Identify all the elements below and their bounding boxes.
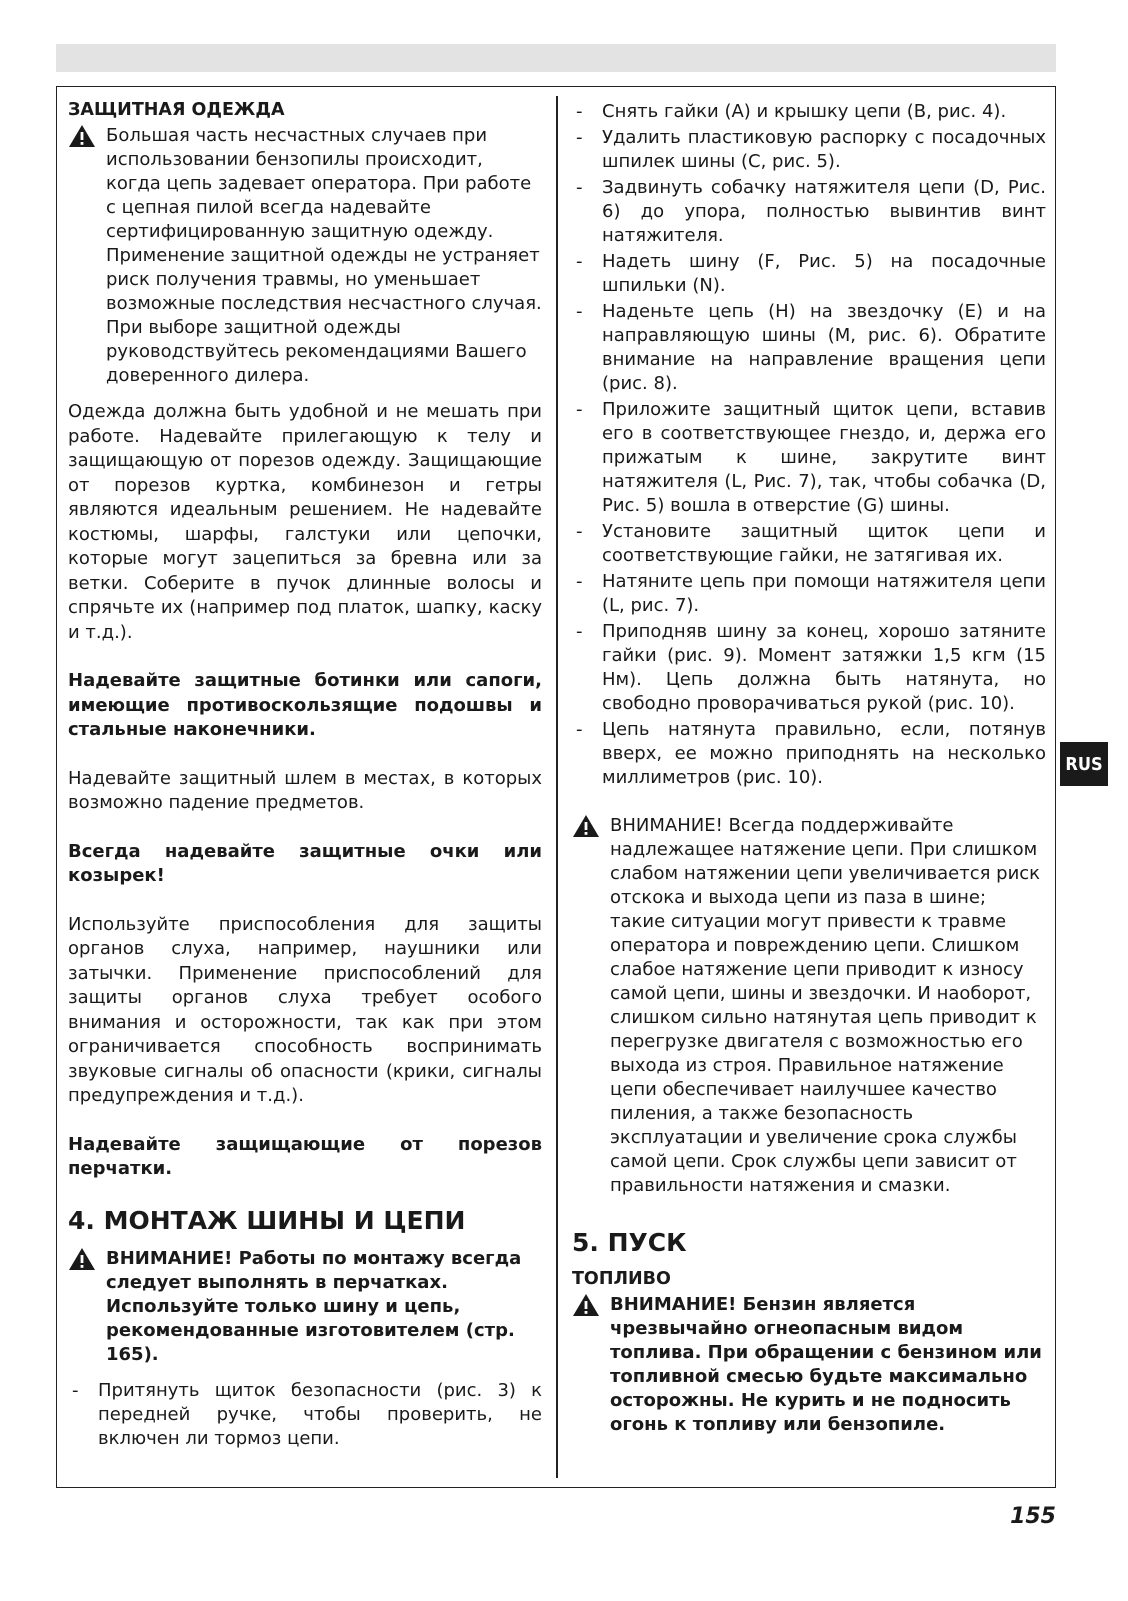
- list-item: - Наденьте цепь (H) на звездочку (E) и на направляющую шины (M, рис. 6). Обратите внимание на направление вращения цепи (рис. 8).: [572, 300, 1046, 396]
- helmet-paragraph: Надевайте защитный шлем в местах, в которых возможно падение предметов.: [68, 767, 542, 813]
- fuel-subheading: ТОПЛИВО: [572, 1269, 671, 1289]
- list-item: - Приложите защитный щиток цепи, вставив его в соответствующее гнездо, и, держа его прижатым к шине, закрутите винт натяжителя (L, Рис. 7), так, чтобы собачка (D, Рис. 5) вошла в отверстие (G) шины.: [572, 398, 1046, 518]
- warning-block: [68, 124, 542, 388]
- tension-warning: [572, 814, 1046, 1198]
- warning-text: Большая часть несчастных случаев при использовании бензопилы происходит, когда цепь задевает оператора. При работе с цепная пилой всегда надевайте сертифицированную защитную одежду. Применение защитной одежды не устраняет риск получения травмы, но уменьшает возможные последствия несчастного случая. При выборе защитной одежды руководствуйтесь рекомендациями Вашего доверенного дилера.: [106, 125, 542, 386]
- list-item: - Приподняв шину за конец, хорошо затяните гайки (рис. 9). Момент затяжки 1,5 кгм (15 Нм). Цепь должна быть натянута, но свободно проворачиваться рукой (рис. 10).: [572, 620, 1046, 716]
- warning-triangle-icon: [68, 124, 96, 148]
- page-number: 155: [1010, 1504, 1056, 1529]
- hearing-paragraph: Используйте приспособления для защиты органов слуха, например, наушники или затычки. Применение приспособлений для защиты органов слуха требует особого внимания и осторожности, так как при этом ограничивается способность воспринимать звуковые сигналы об опасности (крики, сигналы предупреждения и т.д.).: [68, 913, 542, 1106]
- section-4-list: [68, 1379, 542, 1451]
- column-divider: [556, 96, 558, 1478]
- section-heading: ЗАЩИТНАЯ ОДЕЖДА: [68, 100, 285, 120]
- header-band: [56, 44, 1056, 72]
- list-item: - Задвинуть собачку натяжителя цепи (D, Рис. 6) до упора, полностью вывинтив винт натяжителя.: [572, 176, 1046, 248]
- gloves-paragraph: Надевайте защищающие от порезов перчатки.: [68, 1133, 542, 1179]
- warning-triangle-icon: [68, 1247, 96, 1271]
- section-4-title: 4. МОНТАЖ ШИНЫ И ЦЕПИ: [68, 1205, 466, 1235]
- assembly-steps-list: [572, 100, 1046, 790]
- list-item: - Установите защитный щиток цепи и соответствующие гайки, не затягивая их.: [572, 520, 1046, 568]
- list-item: - Цепь натянута правильно, если, потянув вверх, ее можно приподнять на несколько миллиметров (рис. 10).: [572, 718, 1046, 790]
- language-tab: RUS: [1060, 742, 1108, 786]
- left-column: [68, 100, 542, 1475]
- clothing-paragraph: Одежда должна быть удобной и не мешать при работе. Надевайте прилегающую к телу и защищающую от порезов одежду. Защищающие от порезов куртка, комбинезон и гетры являются идеальным решением. Не надевайте костюмы, шарфы, галстуки или цепочки, которые могут зацепиться за бревна или за ветки. Соберите в пучок длинные волосы и спрячьте их (например под платок, шапку, каску и т.д.).: [68, 401, 542, 643]
- right-column: [572, 100, 1046, 1449]
- warning-triangle-icon: [572, 1293, 600, 1317]
- boots-paragraph: Надевайте защитные ботинки или сапоги, имеющие противоскользящие подошвы и стальные наконечники.: [68, 670, 542, 740]
- warning-text: ВНИМАНИЕ! Всегда поддерживайте надлежащее натяжение цепи. При слишком слабом натяжении цепи увеличивается риск отскока и выхода цепи из паза в шине; такие ситуации могут привести к травме оператора и повреждению цепи. Слишком слабое натяжение цепи приводит к износу самой цепи, шины и звездочки. И наоборот, слишком сильно натянутая цепь приводит к перегрузке двигателя с возможностью его выхода из строя. Правильное натяжение цепи обеспечивает наилучшее качество пиления, а также безопасность эксплуатации и увеличение срока службы самой цепи. Срок службы цепи зависит от правильности натяжения и смазки.: [610, 815, 1041, 1196]
- fuel-warning: [572, 1293, 1046, 1437]
- warning-triangle-icon: [572, 814, 600, 838]
- section-4-warning: [68, 1247, 542, 1367]
- section-5-title: 5. ПУСК: [572, 1228, 687, 1257]
- list-item: - Снять гайки (A) и крышку цепи (B, рис. 4).: [572, 100, 1046, 124]
- warning-text: ВНИМАНИЕ! Работы по монтажу всегда следует выполнять в перчатках. Используйте только шину и цепь, рекомендованные изготовителем (стр. 165).: [106, 1247, 522, 1365]
- warning-text: ВНИМАНИЕ! Бензин является чрезвычайно огнеопасным видом топлива. При обращении с бензином или топливной смесью будьте максимально осторожны. Не курить и не подносить огонь к топливу или бензопиле.: [610, 1294, 1042, 1435]
- goggles-paragraph: Всегда надевайте защитные очки или козырек!: [68, 840, 542, 886]
- list-item: - Надеть шину (F, Рис. 5) на посадочные шпильки (N).: [572, 250, 1046, 298]
- list-item: - Удалить пластиковую распорку с посадочных шпилек шины (C, рис. 5).: [572, 126, 1046, 174]
- list-item: - Притянуть щиток безопасности (рис. 3) к передней ручке, чтобы проверить, не включен ли тормоз цепи.: [68, 1379, 542, 1451]
- list-item: - Натяните цепь при помощи натяжителя цепи (L, рис. 7).: [572, 570, 1046, 618]
